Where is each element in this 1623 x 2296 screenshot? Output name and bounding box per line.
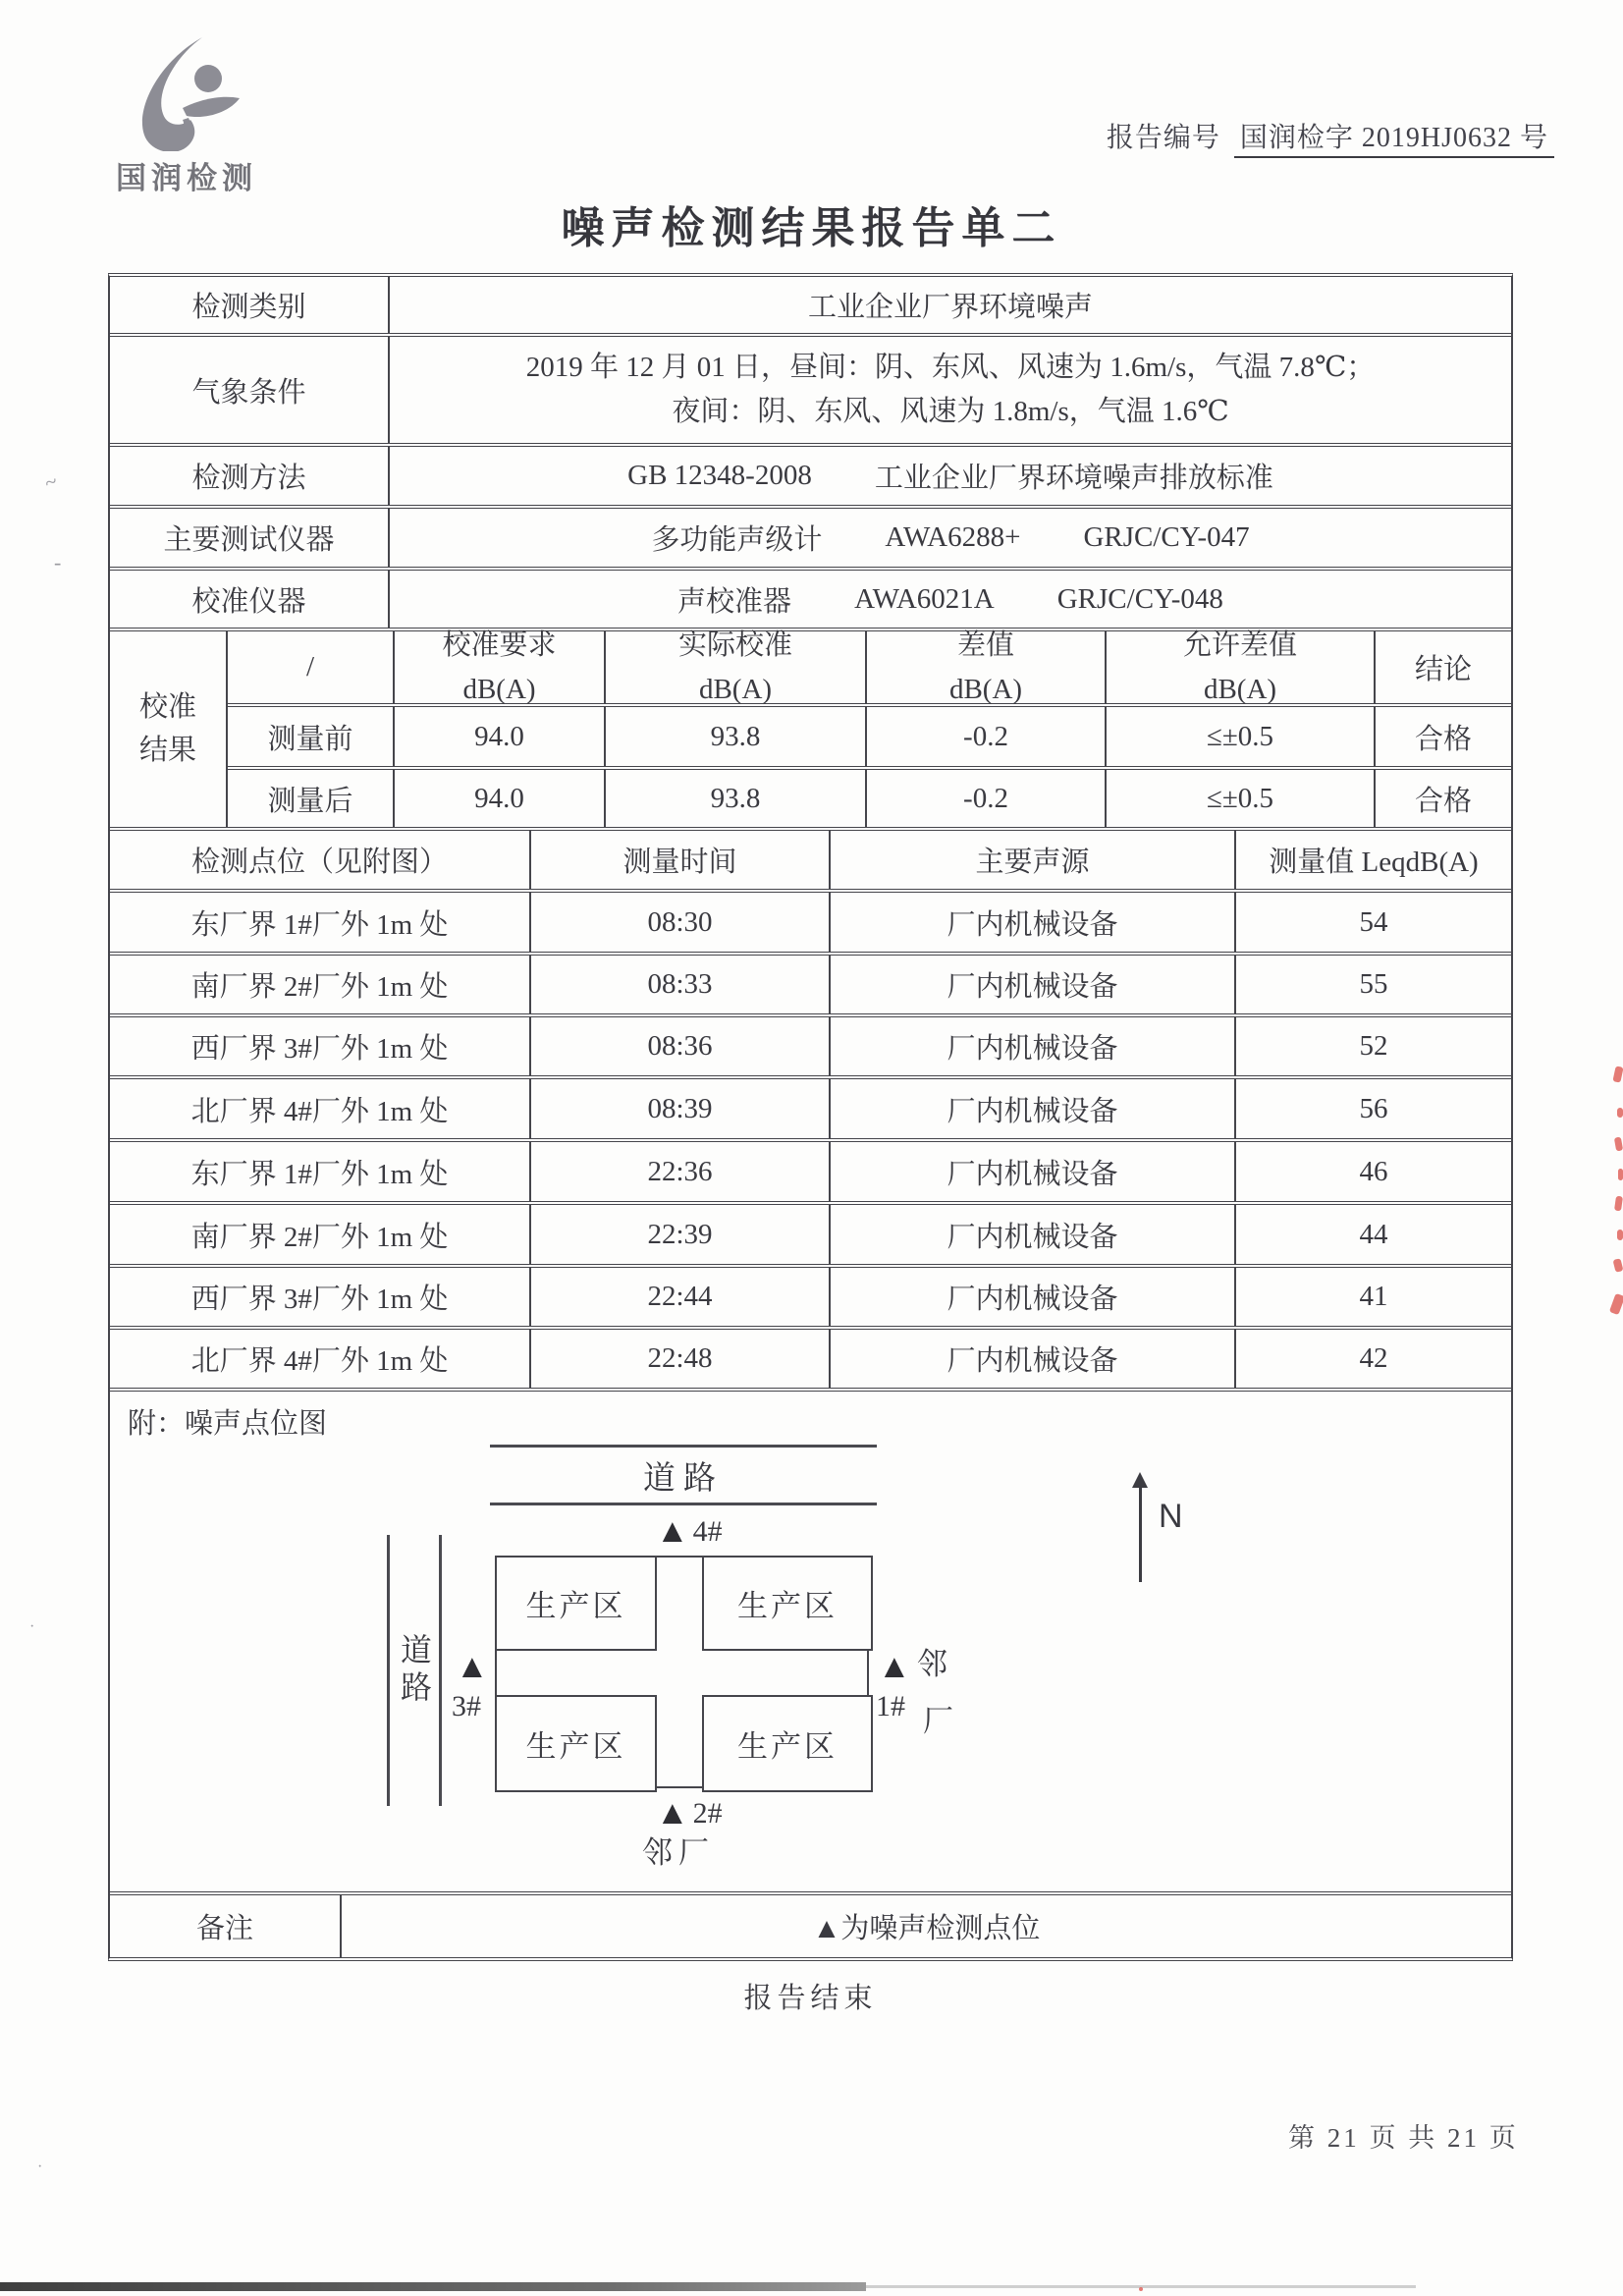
- point-cell: 东厂界 1#厂外 1m 处: [190, 908, 449, 941]
- weather-night: 夜间：阴、东风、风速为 1.8m/s，气温 1.6℃: [672, 396, 1229, 427]
- company-logo-text: 国润检测: [116, 161, 257, 195]
- neighbor-factory-right-label: 邻: [917, 1647, 947, 1681]
- page-number: 第 21 页 共 21 页: [1288, 2123, 1519, 2153]
- source-cell: 厂内机械设备: [829, 1330, 1234, 1388]
- company-logo-icon: [118, 35, 255, 151]
- remark-label: 备注: [195, 1913, 253, 1944]
- time-cell: 08:30: [529, 893, 829, 952]
- col-header-line2: dB(A): [1203, 673, 1277, 705]
- document-title: 噪声检测结果报告单二: [561, 204, 1062, 252]
- production-zone-label: 生产区: [525, 1589, 626, 1623]
- point-marker-label: 1#: [876, 1690, 905, 1722]
- factory-boundary: [495, 1556, 869, 1788]
- col-header-line2: dB(A): [462, 673, 536, 705]
- point-cell: 北厂界 4#厂外 1m 处: [190, 1345, 449, 1377]
- row-value: [388, 337, 1511, 443]
- production-zone-label: 生产区: [737, 1729, 838, 1764]
- stamp-fragment: [1618, 1169, 1623, 1180]
- time-cell: 08:39: [529, 1079, 829, 1138]
- remark-value: ▲为噪声检测点位: [340, 1895, 1511, 1957]
- row-test-instrument: [110, 509, 1511, 571]
- col-header-line1: 校准要求: [442, 629, 557, 661]
- stamp-fragment: [1139, 2287, 1143, 2291]
- point-marker-label: 2#: [692, 1797, 723, 1830]
- row-label: 气象条件: [191, 376, 306, 409]
- value-cell: 44: [1234, 1205, 1511, 1264]
- stamp-fragment: [1612, 1066, 1623, 1082]
- col-header-line1: 允许差值: [1182, 629, 1297, 661]
- source-cell: 厂内机械设备: [829, 956, 1234, 1013]
- row-value: 工业企业厂界环境噪声: [388, 277, 1511, 333]
- cal-row-label: 测量前: [267, 723, 353, 755]
- col-header-line1: 实际校准: [677, 629, 792, 661]
- row-label: 主要测试仪器: [163, 524, 335, 556]
- row-label: 校准仪器: [191, 585, 306, 618]
- scan-speck: ·: [37, 2159, 43, 2175]
- time-cell: 22:44: [529, 1268, 829, 1326]
- stamp-fragment: [1617, 1230, 1623, 1240]
- instrument-model: AWA6288+: [885, 521, 1021, 553]
- road-top-label: 道路: [643, 1460, 724, 1497]
- point-cell: 南厂界 2#厂外 1m 处: [190, 1221, 449, 1253]
- north-indicator: [1131, 1472, 1249, 1590]
- point-cell: 西厂界 3#厂外 1m 处: [190, 1284, 449, 1315]
- cal-allowed: ≤±0.5: [1105, 770, 1374, 827]
- row-value: [388, 571, 1511, 628]
- neighbor-factory-bottom-label: 邻厂: [642, 1835, 715, 1870]
- point-cell: 南厂界 2#厂外 1m 处: [190, 971, 449, 1003]
- row-method: [110, 447, 1511, 509]
- cal-allowed: ≤±0.5: [1105, 707, 1374, 766]
- col-header-actual: [604, 631, 865, 703]
- row-value: [388, 447, 1511, 505]
- diagram-caption: 附：噪声点位图: [128, 1408, 328, 1440]
- north-label: N: [1159, 1498, 1183, 1535]
- col-header-value: 测量值 LeqdB(A): [1234, 831, 1511, 889]
- time-cell: 08:36: [529, 1017, 829, 1075]
- method-standard-no: GB 12348-2008: [627, 460, 812, 491]
- measurements-header-row: [110, 831, 1511, 893]
- time-cell: 22:36: [529, 1142, 829, 1201]
- calibration-group-line2: 结果: [138, 734, 196, 766]
- stamp-fragment: [1614, 1136, 1623, 1151]
- cal-result: 合格: [1374, 770, 1511, 827]
- cal-actual: 93.8: [604, 707, 865, 766]
- cal-diff: -0.2: [865, 707, 1105, 766]
- stamp-fragment: [1609, 1293, 1623, 1315]
- point-marker-4: [656, 1515, 723, 1549]
- report-table: [108, 273, 1513, 1961]
- calibration-table: [110, 631, 1511, 831]
- source-cell: 厂内机械设备: [829, 1017, 1234, 1075]
- stamp-fragment: [1613, 1258, 1623, 1273]
- stamp-fragment: [1617, 1108, 1623, 1118]
- cal-actual: 93.8: [604, 770, 865, 827]
- row-weather: [110, 337, 1511, 447]
- weather-day: 2019 年 12 月 01 日，昼间：阴、东风、风速为 1.6m/s，气温 7.8℃；: [525, 352, 1376, 384]
- measurement-row: [110, 1142, 1511, 1205]
- col-header-source: 主要声源: [829, 831, 1234, 889]
- value-cell: 56: [1234, 1079, 1511, 1138]
- point-marker-label: 3#: [452, 1690, 481, 1722]
- time-cell: 22:48: [529, 1330, 829, 1388]
- cal-diff: -0.2: [865, 770, 1105, 827]
- measurement-row: [110, 1268, 1511, 1330]
- production-zone: [702, 1695, 873, 1792]
- road-top: [490, 1445, 877, 1505]
- scan-speck: ·: [29, 1618, 35, 1635]
- production-zone: [495, 1695, 657, 1792]
- method-standard-name: 工业企业厂界环境噪声排放标准: [874, 463, 1273, 494]
- report-number: [1107, 116, 1554, 155]
- instrument-code: GRJC/CY-047: [1083, 521, 1250, 553]
- col-header-line2: dB(A): [948, 673, 1023, 705]
- value-cell: 41: [1234, 1268, 1511, 1326]
- production-zone: [702, 1556, 873, 1651]
- col-header-required: [393, 631, 604, 703]
- measurement-row: [110, 893, 1511, 956]
- remark-row: [110, 1895, 1511, 1957]
- calibration-slash: /: [305, 651, 315, 683]
- scanner-edge-bar: [0, 2282, 866, 2291]
- measurement-row: [110, 956, 1511, 1017]
- point-cell: 北厂界 4#厂外 1m 处: [190, 1095, 449, 1127]
- neighbor-factory-right-label: 厂: [923, 1704, 953, 1738]
- time-cell: 22:39: [529, 1205, 829, 1264]
- row-value: [388, 509, 1511, 567]
- point-cell: 西厂界 3#厂外 1m 处: [190, 1033, 449, 1065]
- point-marker-icon: ▲: [878, 1649, 911, 1685]
- cal-row-label: 测量后: [267, 785, 353, 817]
- calibration-row-after: [228, 770, 1511, 827]
- value-cell: 55: [1234, 956, 1511, 1013]
- col-header-point: 检测点位（见附图）: [190, 847, 448, 878]
- site-diagram-section: [110, 1392, 1511, 1895]
- cal-result: 合格: [1374, 707, 1511, 766]
- col-header-line1: 差值: [956, 629, 1014, 661]
- measurement-row: [110, 1017, 1511, 1079]
- point-marker-icon: ▲: [456, 1649, 489, 1685]
- scan-speck: -: [54, 550, 62, 574]
- measurement-row: [110, 1205, 1511, 1268]
- report-end-text: 报告结束: [743, 1983, 878, 2014]
- time-cell: 08:33: [529, 956, 829, 1013]
- col-header-line2: dB(A): [698, 673, 773, 705]
- row-calibrator: [110, 571, 1511, 631]
- cal-required: 94.0: [393, 707, 604, 766]
- calibrator-name: 声校准器: [677, 585, 792, 618]
- value-cell: 42: [1234, 1330, 1511, 1388]
- value-cell: 46: [1234, 1142, 1511, 1201]
- calibration-header-row: [228, 631, 1511, 707]
- measurement-row: [110, 1079, 1511, 1142]
- scan-speck: ~: [40, 467, 61, 496]
- production-zone: [495, 1556, 657, 1651]
- production-zone-label: 生产区: [525, 1729, 626, 1764]
- calibration-row-before: [228, 707, 1511, 770]
- point-marker-label: 4#: [692, 1515, 723, 1548]
- calibrator-code: GRJC/CY-048: [1056, 582, 1223, 615]
- calibration-group-line1: 校准: [138, 691, 196, 723]
- measurement-row: [110, 1330, 1511, 1392]
- point-marker-icon: ▲: [656, 1795, 689, 1831]
- instrument-name: 多功能声级计: [651, 524, 823, 556]
- row-label: 检测方法: [191, 463, 306, 494]
- report-number-label: 报告编号: [1106, 123, 1220, 153]
- north-arrow-icon: [1139, 1486, 1142, 1582]
- source-cell: 厂内机械设备: [829, 1142, 1234, 1201]
- source-cell: 厂内机械设备: [829, 1205, 1234, 1264]
- row-detection-category: [110, 277, 1511, 337]
- col-header-conclusion: 结论: [1374, 631, 1511, 703]
- point-marker-2: [656, 1797, 723, 1831]
- col-header-allowed: [1105, 631, 1374, 703]
- calibrator-model: AWA6021A: [854, 582, 995, 615]
- col-header-difference: [865, 631, 1105, 703]
- stamp-fragment: [1614, 1196, 1623, 1212]
- source-cell: 厂内机械设备: [829, 1268, 1234, 1326]
- value-cell: 52: [1234, 1017, 1511, 1075]
- point-cell: 东厂界 1#厂外 1m 处: [190, 1158, 449, 1190]
- road-left-label: 道路: [397, 1633, 432, 1708]
- calibration-group-label: [110, 631, 226, 827]
- source-cell: 厂内机械设备: [829, 1079, 1234, 1138]
- production-zone-label: 生产区: [737, 1589, 838, 1623]
- north-arrow-head-icon: [1132, 1472, 1148, 1488]
- point-marker-icon: ▲: [656, 1513, 689, 1550]
- company-logo: [93, 35, 280, 197]
- col-header-time: 测量时间: [529, 831, 829, 889]
- calibration-columns: [226, 631, 1511, 827]
- source-cell: 厂内机械设备: [829, 893, 1234, 952]
- row-label: 检测类别: [191, 292, 306, 323]
- road-left: [387, 1535, 442, 1806]
- value-cell: 54: [1234, 893, 1511, 952]
- cal-required: 94.0: [393, 770, 604, 827]
- report-number-value: 国润检字 2019HJ0632 号: [1234, 123, 1554, 158]
